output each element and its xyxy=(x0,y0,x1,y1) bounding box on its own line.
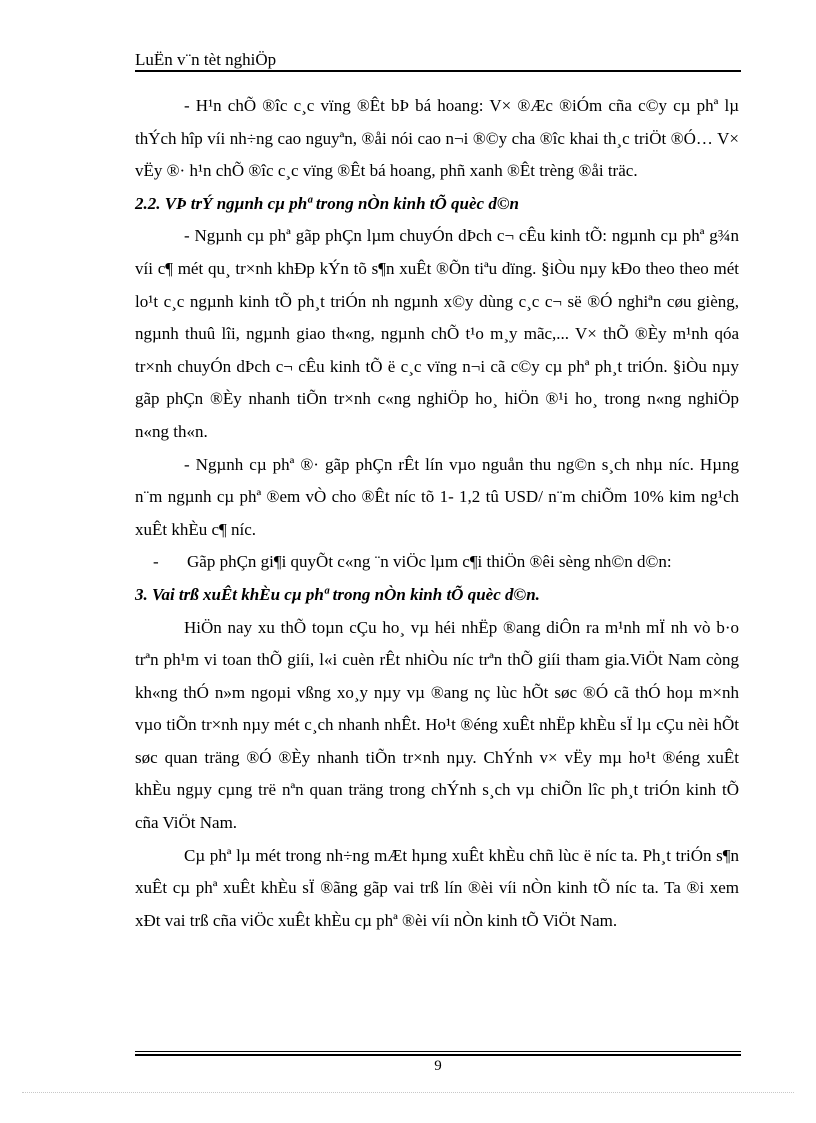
paragraph-budget-revenue: - Ngµnh cµ phª ®· gãp phÇn rÊt lín vµo nguån thu ng©n s¸ch nhµ níc. Hµng n¨m ngµnh cµ phª ®em vÒ cho ®Êt níc tõ 1- 1,2 tû USD/ n¨m chiÕm 10% kim ng¹ch xuÊt khÈu c¶ níc. xyxy=(135,454,739,539)
paragraph-globalization: HiÖn nay xu thÕ toµn cÇu ho¸ vµ héi nhËp ®ang diÔn ra m¹nh mÏ nh vò b·o trªn ph¹m vi toan thÕ giíi, l«i cuèn rÊt nhiÒu níc trªn thÕ giíi tham gia.ViÖt Nam còng kh«ng thÓ n»m ngoµi vßng xo¸y nµy vµ ®ang nç lùc hÕt søc ®Ó cã thÓ hoµ m×nh vµo tiÕn tr×nh nµy mét c¸ch nhanh nhÊt. Ho¹t ®éng xuÊt nhËp khÈu sÏ lµ cÇu nèi hÕt søc quan träng ®Ó ®Èy nhanh tiÕn tr×nh nµy. ChÝnh v× vËy mµ ho¹t ®éng xuÊt khÈu ngµy cµng trë nªn quan träng trong chÝnh s¸ch vµ chiÕn lîc ph¸t triÓn kinh tÕ cña ViÖt Nam. xyxy=(135,617,739,833)
section-heading-2-2: 2.2. VÞ trÝ ngµnh cµ phª trong nÒn kinh tÕ quèc d©n xyxy=(135,193,519,213)
bullet-dash: - xyxy=(153,552,159,572)
page-number: 9 xyxy=(434,1058,442,1074)
header-rule xyxy=(135,70,741,72)
running-header: LuËn v¨n tèt nghiÖp xyxy=(135,50,277,69)
paragraph-coffee-export: Cµ phª lµ mét trong nh÷ng mÆt hµng xuÊt khÈu chñ lùc ë níc ta. Ph¸t triÓn s¶n xuÊt cµ phª xuÊt khÈu sÏ ®ãng gãp vai trß lín ®èi víi nÒn kinh tÕ níc ta. Ta ®i xem xÐt vai trß cña viÖc xuÊt khÈu cµ phª ®èi víi nÒn kinh tÕ ViÖt Nam. xyxy=(135,845,739,930)
footer-rule-thin xyxy=(135,1051,741,1052)
page-body xyxy=(135,90,739,937)
section-heading-3: 3. Vai trß xuÊt khÈu cµ phª trong nÒn kinh tÕ quèc d©n. xyxy=(135,584,540,604)
page-edge-divider xyxy=(22,1092,794,1093)
footer-rule-thick xyxy=(135,1054,741,1056)
paragraph-land-use: - H¹n chÕ ®îc c¸c vïng ®Êt bÞ bá hoang: V× ®Æc ®iÓm cña c©y cµ phª lµ thÝch hîp víi nh÷ng cao nguyªn, ®åi nói cao n¬i ®©y cha ®îc khai th¸c triÖt ®Ó… V× vËy ®· h¹n chÕ ®îc c¸c vïng ®Êt bá hoang, phñ xanh ®Êt trèng ®åi träc. xyxy=(135,96,739,181)
bullet-text: Gãp phÇn gi¶i quyÕt c«ng ¨n viÖc lµm c¶i thiÖn ®êi sèng nh©n d©n: xyxy=(187,552,672,572)
paragraph-economic-restructuring: - Ngµnh cµ phª gãp phÇn lµm chuyÓn dÞch c¬ cÊu kinh tÕ: ngµnh cµ phª g¾n víi c¶ mét qu¸ tr×nh khÐp kÝn tõ s¶n xuÊt ®Õn tiªu dïng. §iÒu nµy kÐo theo theo mét lo¹t c¸c ngµnh kinh tÕ ph¸t triÓn nh ngµnh x©y dùng c¸c c¬ së ®Ó nghiªn cøu gièng, ngµnh thuû lîi, ngµnh giao th«ng, ngµnh chÕ t¹o m¸y mãc,... V× thÕ ®Èy m¹nh qóa tr×nh chuyÓn dÞch c¬ cÊu kinh tÕ ë c¸c vïng n¬i cã c©y cµ phª ph¸t triÓn. §iÒu nµy gãp phÇn ®Èy nhanh tiÕn tr×nh c«ng nghiÖp ho¸ hiÖn ®¹i ho¸ trong n«ng nghiÖp n«ng th«n. xyxy=(135,226,739,441)
bullet-item-employment xyxy=(135,546,739,579)
